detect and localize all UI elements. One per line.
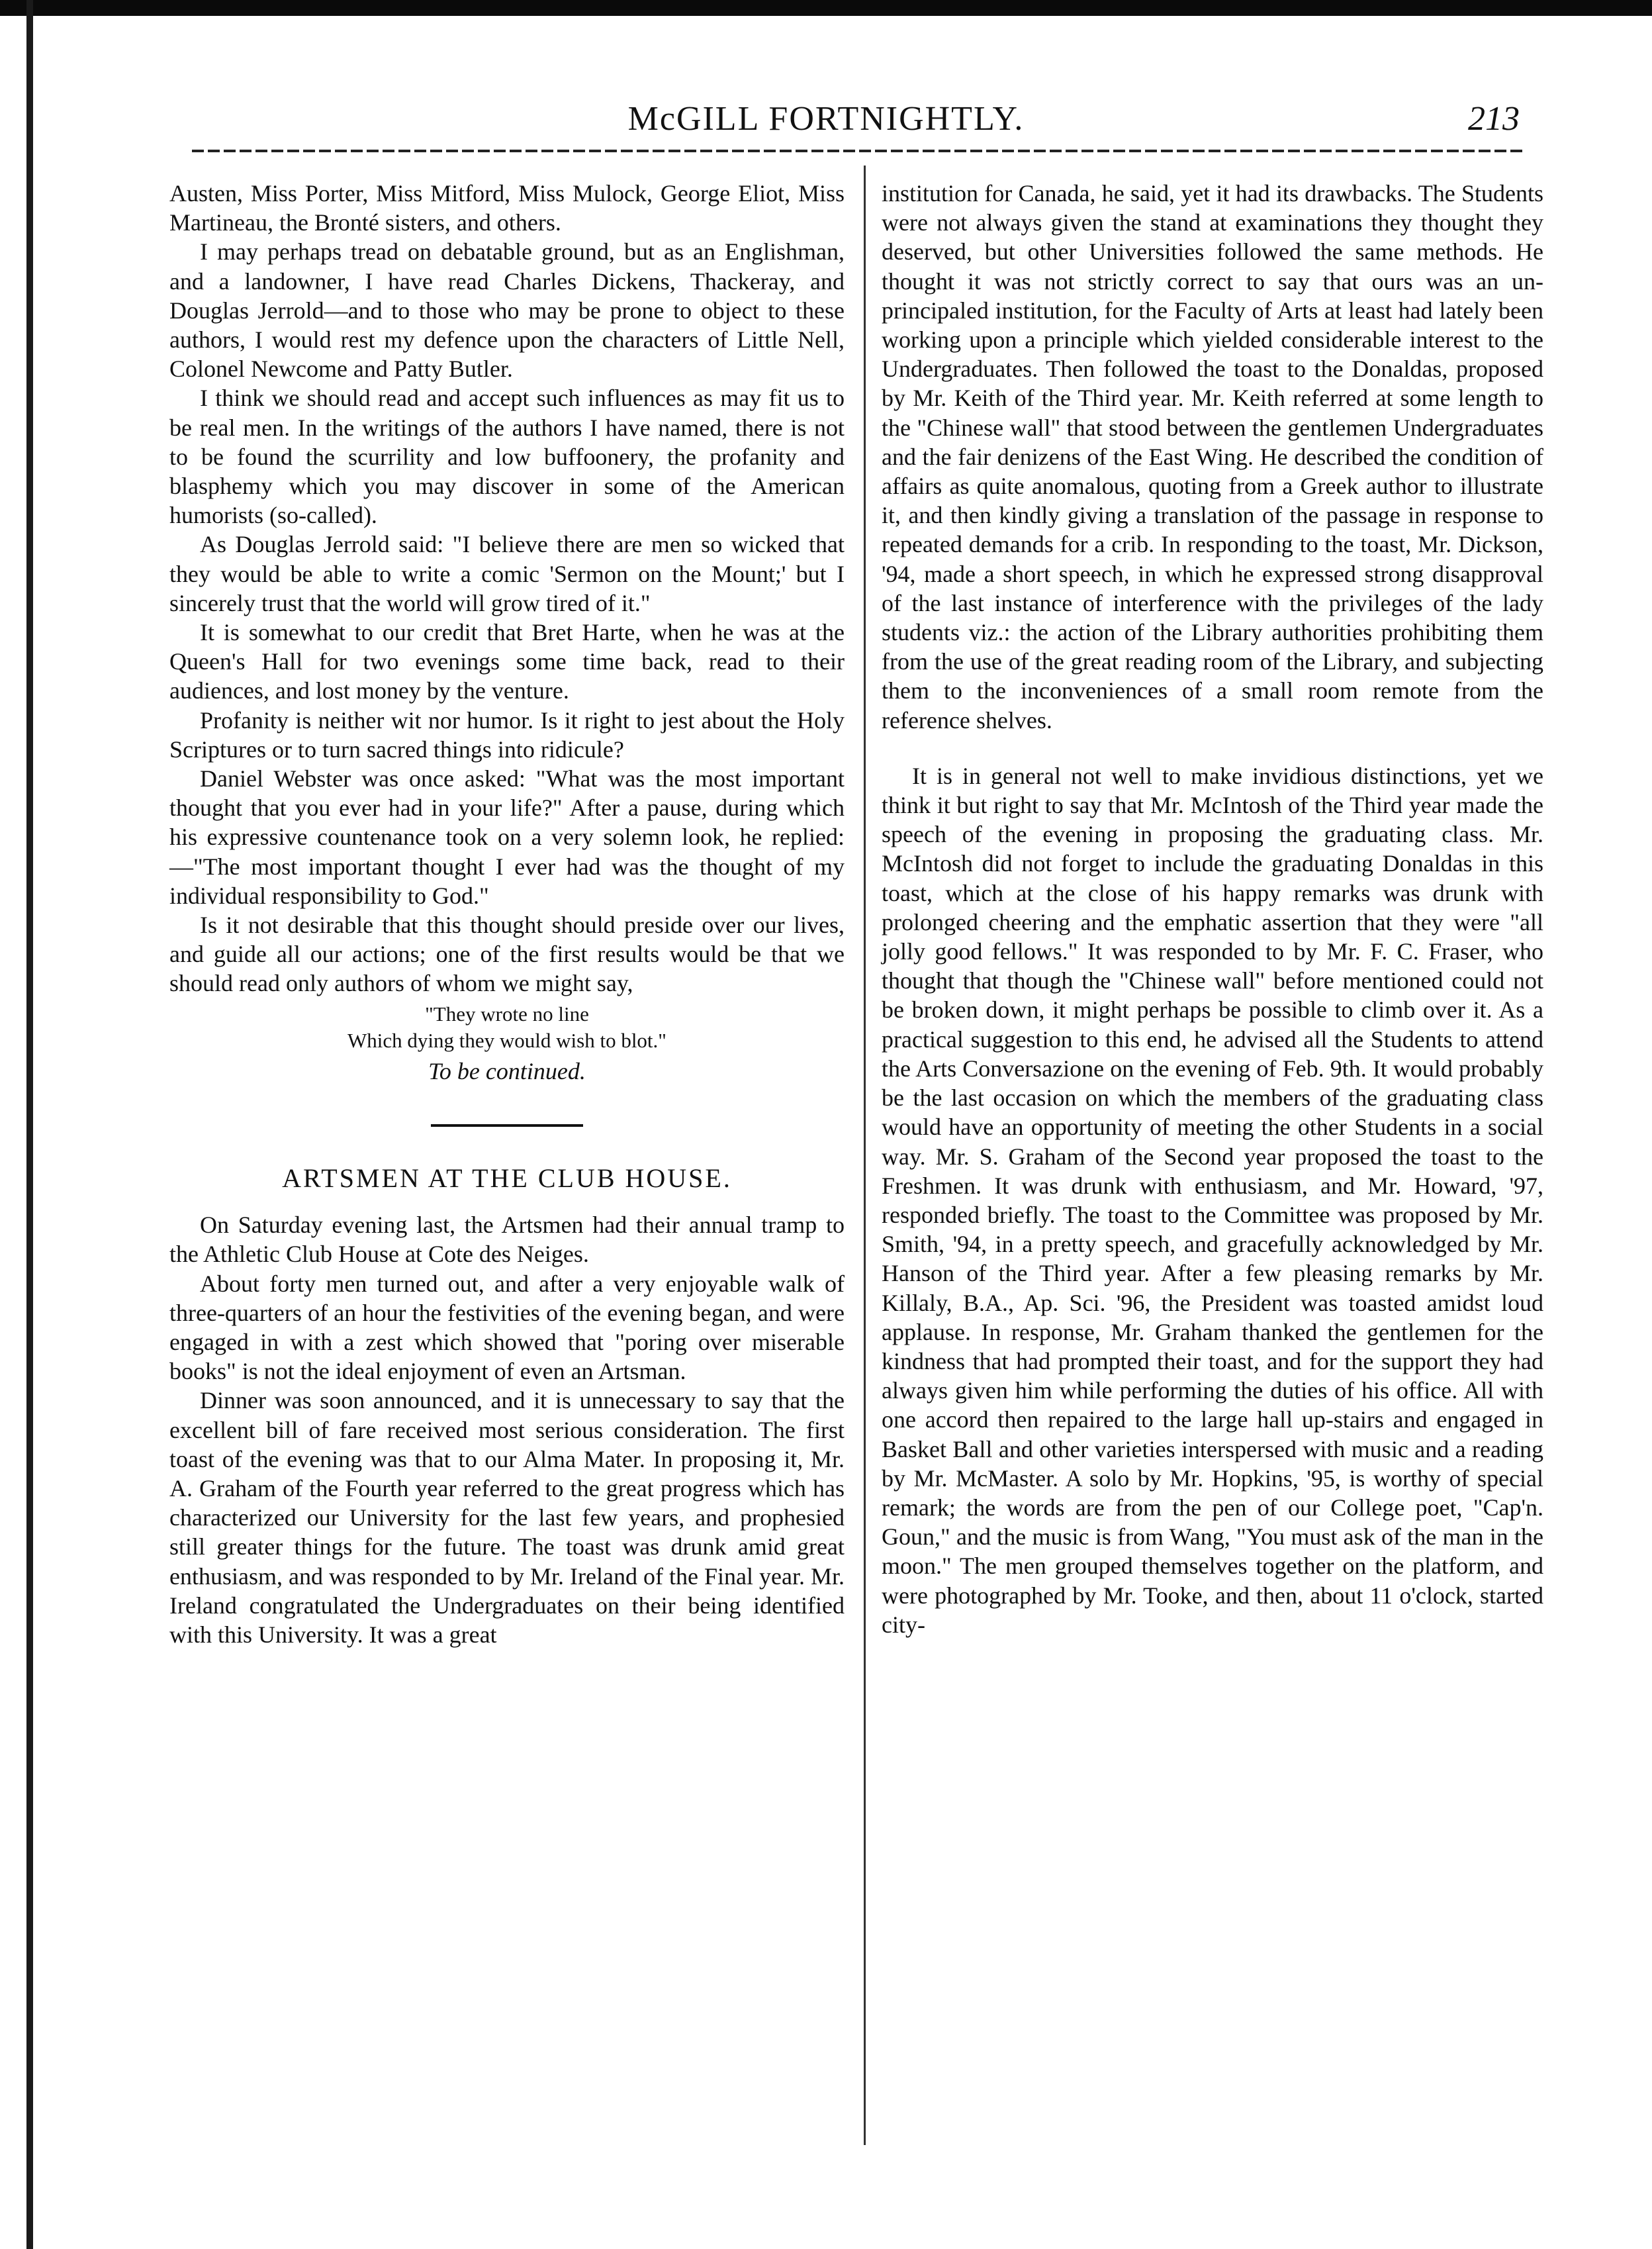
paragraph: Profanity is neither wit nor humor. Is it right to jest about the Holy Scriptures or to turn sacred things into ridicule?: [169, 706, 845, 763]
paragraph: I think we should read and accept such influences as may fit us to be real men. In the writings of the authors I have named, there is not to be found the scurrility and low buffoonery, the profanity and blasphemy which you may discover in some of the American humorists (so-called).: [169, 385, 845, 529]
paragraph: On Saturday evening last, the Artsmen had their annual tramp to the Athletic Club House at Cote des Neiges.: [169, 1212, 845, 1268]
left-column: [169, 179, 845, 1649]
section-separator: [431, 1124, 583, 1127]
paragraph: It is in general not well to make invidious distinctions, yet we think it but right to say that Mr. McIntosh of the Third year made the speech of the evening in proposing the graduating class. Mr. McIntosh did not forget to include the graduating Donaldas in this toast, which at the close of his happy remarks was drunk with prolonged cheering and the emphatic assertion that they were "all jolly good fellows." It was responded to by Mr. F. C. Fraser, who thought that though the "Chinese wall" before mentioned could not be broken down, it might perhaps be possible to climb over it. As a practical suggestion to this end, he advised all the Students to attend the Arts Conversazione on the evening of Feb. 9th. It would probably be the last occasion on which the members of the graduating class would have an opportunity of meeting the other Students in a social way. Mr. S. Graham of the Second year proposed the toast to the Freshmen. It was drunk with enthusiasm, and Mr. Howard, '97, responded briefly. The toast to the Committee was proposed by Mr. Smith, '94, in a pretty speech, and gracefully acknowledged by Mr. Hanson of the Third year. After a few pleasing remarks by Mr. Killaly, B.A., Ap. Sci. '96, the President was toasted amidst loud applause. In response, Mr. Graham thanked the gentlemen for the kindness that had prompted their toast, and for the support they had always given him while performing the duties of his office. All with one accord then repaired to the large hall up-stairs and engaged in Basket Ball and other varieties interspersed with music and a reading by Mr. McMaster. A solo by Mr. Hopkins, '95, is worthy of special remark; the words are from the pen of our College poet, "Cap'n. Goun," and the music is from Wang, "You must ask of the man in the moon." The men grouped themselves together on the platform, and were photographed by Mr. Tooke, and then, about 11 o'clock, started city-: [882, 762, 1543, 1638]
page-header: [0, 99, 1652, 152]
article-heading: ARTSMEN AT THE CLUB HOUSE.: [282, 1163, 732, 1193]
paragraph: institution for Canada, he said, yet it had its drawbacks. The Students were not always given the stand at examinations they thought they deserved, but other Universities followed the same methods. He thought it was not strictly correct to say that ours was an un-principaled institution, for the Faculty of Arts at least had lately been working upon a principle which yielded considerable interest to the Undergraduates. Then followed the toast to the Donaldas, proposed by Mr. Keith of the Third year. Mr. Keith referred at some length to the "Chinese wall" that stood between the gentlemen Undergraduates and the fair denizens of the East Wing. He described the condition of affairs as quite anomalous, quoting from a Greek author to illustrate it, and then kindly giving a translation of the passage in response to repeated demands for a crib. In responding to the toast, Mr. Dickson, '94, made a short speech, in which he expressed strong disapproval of the last instance of interference with the privileges of the lady students viz.: the action of the Library authorities prohibiting them from the use of the great reading room of the Library, and subjecting them to the inconveniences of a small room remote from the reference shelves.: [882, 180, 1543, 734]
verse-line: "They wrote no line: [425, 1002, 589, 1026]
paragraph: Austen, Miss Porter, Miss Mitford, Miss Mulock, George Eliot, Miss Martineau, the Bronté sisters, and others.: [169, 180, 845, 236]
paragraph: I may perhaps tread on debatable ground, but as an Englishman, and a landowner, I have read Charles Dickens, Thackeray, and Douglas Jerrold—and to those who may be prone to object to these authors, I would rest my defence upon the characters of Little Nell, Colonel Newcome and Patty Butler.: [169, 238, 845, 383]
paragraph: As Douglas Jerrold said: "I believe there are men so wicked that they would be able to write a comic 'Sermon on the Mount;' but I sincerely trust that the world will grow tired of it.": [169, 531, 845, 616]
right-column: [882, 179, 1543, 1639]
left-border: [26, 0, 33, 2249]
paragraph: It is somewhat to our credit that Bret Harte, when he was at the Queen's Hall for two evenings some time back, read to their audiences, and lost money by the venture.: [169, 619, 845, 704]
journal-title: McGILL FORTNIGHTLY.: [627, 100, 1025, 138]
paragraph: Is it not desirable that this thought should preside over our lives, and guide all our actions; one of the first results would be that we should read only authors of whom we might say,: [169, 912, 845, 997]
page-number: 213: [1468, 100, 1520, 138]
continued-note: To be continued.: [428, 1057, 586, 1084]
header-rule: [192, 150, 1522, 152]
paragraph: Daniel Webster was once asked: "What was the most important thought that you ever had in your life?" After a pause, during which his expressive countenance took on a very solemn look, he replied:—"The most important thought I ever had was the thought of my individual responsibility to God.": [169, 765, 845, 909]
paragraph: Dinner was soon announced, and it is unnecessary to say that the excellent bill of fare received most serious consideration. The first toast of the evening was that to our Alma Mater. In proposing it, Mr. A. Graham of the Fourth year referred to the great progress which has characterized our University for the last few years, and prophesied still greater things for the future. The toast was drunk amid great enthusiasm, and was responded to by Mr. Ireland of the Final year. Mr. Ireland congratulated the Undergraduates on their being identified with this University. It was a great: [169, 1387, 845, 1648]
column-divider: [864, 166, 866, 2145]
paragraph: About forty men turned out, and after a very enjoyable walk of three-quarters of an hour the festivities of the evening began, and were engaged in with a zest which showed that "poring over miserable books" is not the ideal enjoyment of even an Artsman.: [169, 1270, 845, 1385]
top-border: [0, 0, 1652, 16]
quoted-verse: [169, 1001, 845, 1054]
verse-line: Which dying they would wish to blot.": [347, 1028, 666, 1052]
